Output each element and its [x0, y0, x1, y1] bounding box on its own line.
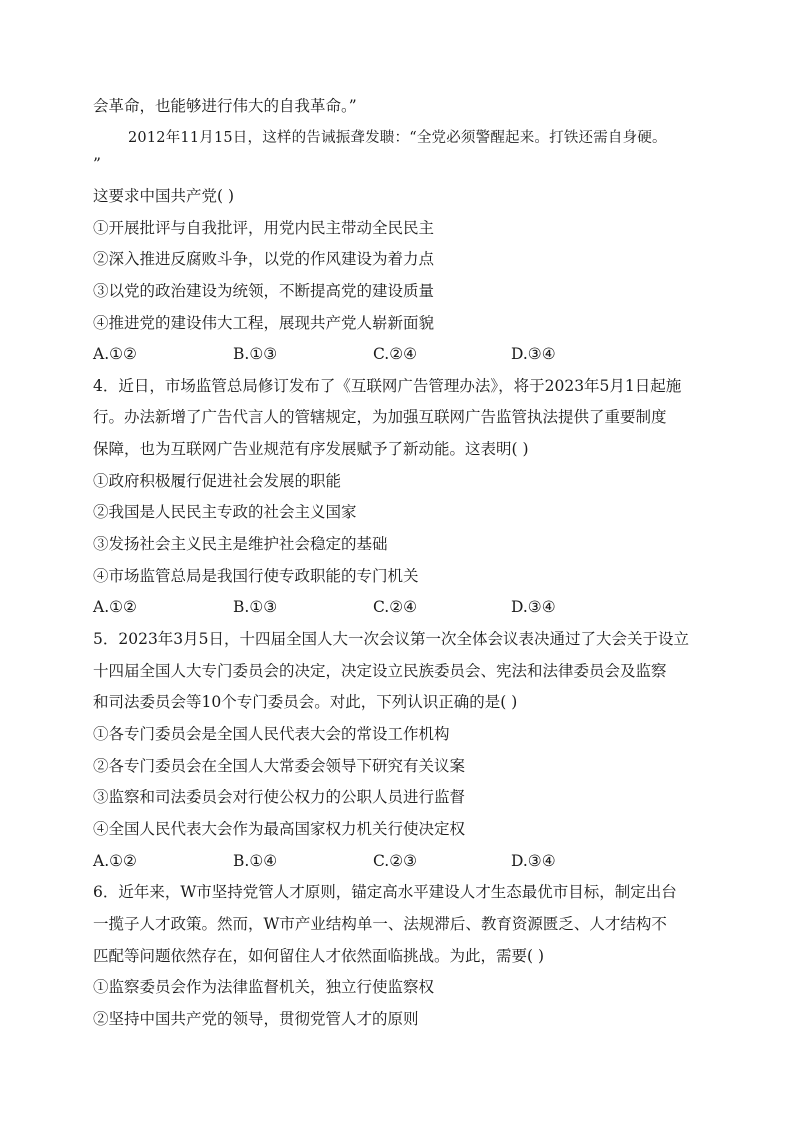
- statement-option: ②坚持中国共产党的领导，贯彻党管人才的原则: [93, 1010, 419, 1028]
- answer-choice-c: C.②④: [373, 345, 418, 363]
- statement-option: ③发扬社会主义民主是维护社会稳定的基础: [93, 535, 388, 553]
- answer-choice-c: C.②④: [373, 598, 418, 616]
- question-stem: 一揽子人才政策。然而，W市产业结构单一、法规滞后、教育资源匮乏、人才结构不: [93, 915, 667, 933]
- answer-choice-a: A.①②: [93, 345, 137, 363]
- statement-option: ①各专门委员会是全国人民代表大会的常设工作机构: [93, 725, 450, 743]
- answer-choice-b: B.①③: [233, 345, 278, 363]
- answer-choice-d: D.③④: [511, 598, 556, 616]
- statement-option: ④市场监管总局是我国行使专政职能的专门机关: [93, 567, 419, 585]
- question-stem: 6．近年来，W市坚持党管人才原则，锚定高水平建设人才生态最优市目标，制定出台: [93, 883, 677, 901]
- statement-option: ①政府积极履行促进社会发展的职能: [93, 472, 342, 490]
- statement-option: ④全国人民代表大会作为最高国家权力机关行使决定权: [93, 820, 466, 838]
- answer-choice-a: A.①②: [93, 852, 137, 870]
- statement-option: ②我国是人民民主专政的社会主义国家: [93, 503, 357, 521]
- question-stem: 行。办法新增了广告代言人的管辖规定，为加强互联网广告监管执法提供了重要制度: [93, 408, 667, 426]
- question-stem: 4．近日，市场监管总局修订发布了《互联网广告管理办法》，将于2023年5月1日起施: [93, 377, 682, 395]
- question-stem: 十四届全国人大专门委员会的决定，决定设立民族委员会、宪法和法律委员会及监察: [93, 662, 667, 680]
- answer-choice-b: B.①③: [233, 598, 278, 616]
- text-line: 会革命，也能够进行伟大的自我革命。”: [93, 97, 357, 115]
- answer-choice-a: A.①②: [93, 598, 137, 616]
- question-stem: 和司法委员会等10个专门委员会。对此，下列认识正确的是( ): [93, 693, 518, 711]
- statement-option: ②深入推进反腐败斗争，以党的作风建设为着力点: [93, 250, 435, 268]
- answer-choice-d: D.③④: [511, 852, 556, 870]
- statement-option: ①监察委员会作为法律监督机关，独立行使监察权: [93, 978, 435, 996]
- statement-option: ③以党的政治建设为统领，不断提高党的建设质量: [93, 282, 435, 300]
- statement-option: ②各专门委员会在全国人大常委会领导下研究有关议案: [93, 757, 466, 775]
- answer-choices: [93, 344, 713, 364]
- statement-option: ①开展批评与自我批评，用党内民主带动全民民主: [93, 219, 435, 237]
- answer-choice-d: D.③④: [511, 345, 556, 363]
- question-stem: 5．2023年3月5日，十四届全国人大一次会议第一次全体会议表决通过了大会关于设立: [93, 630, 690, 648]
- question-stem: 保障，也为互联网广告业规范有序发展赋予了新动能。这表明( ): [93, 440, 529, 458]
- statement-option: ③监察和司法委员会对行使公权力的公职人员进行监督: [93, 788, 466, 806]
- answer-choices: [93, 597, 713, 617]
- text-line: 2012年11月15日，这样的告诫振聋发聩：“全党必须警醒起来。打铁还需自身硬。: [128, 130, 667, 146]
- text-line: ”: [93, 155, 101, 173]
- statement-option: ④推进党的建设伟大工程，展现共产党人崭新面貌: [93, 314, 435, 332]
- question-stem: 匹配等问题依然存在，如何留住人才依然面临挑战。为此，需要( ): [93, 947, 545, 965]
- answer-choices: [93, 851, 713, 871]
- answer-choice-c: C.②③: [373, 852, 418, 870]
- answer-choice-b: B.①④: [233, 852, 278, 870]
- question-stem: 这要求中国共产党( ): [93, 187, 235, 205]
